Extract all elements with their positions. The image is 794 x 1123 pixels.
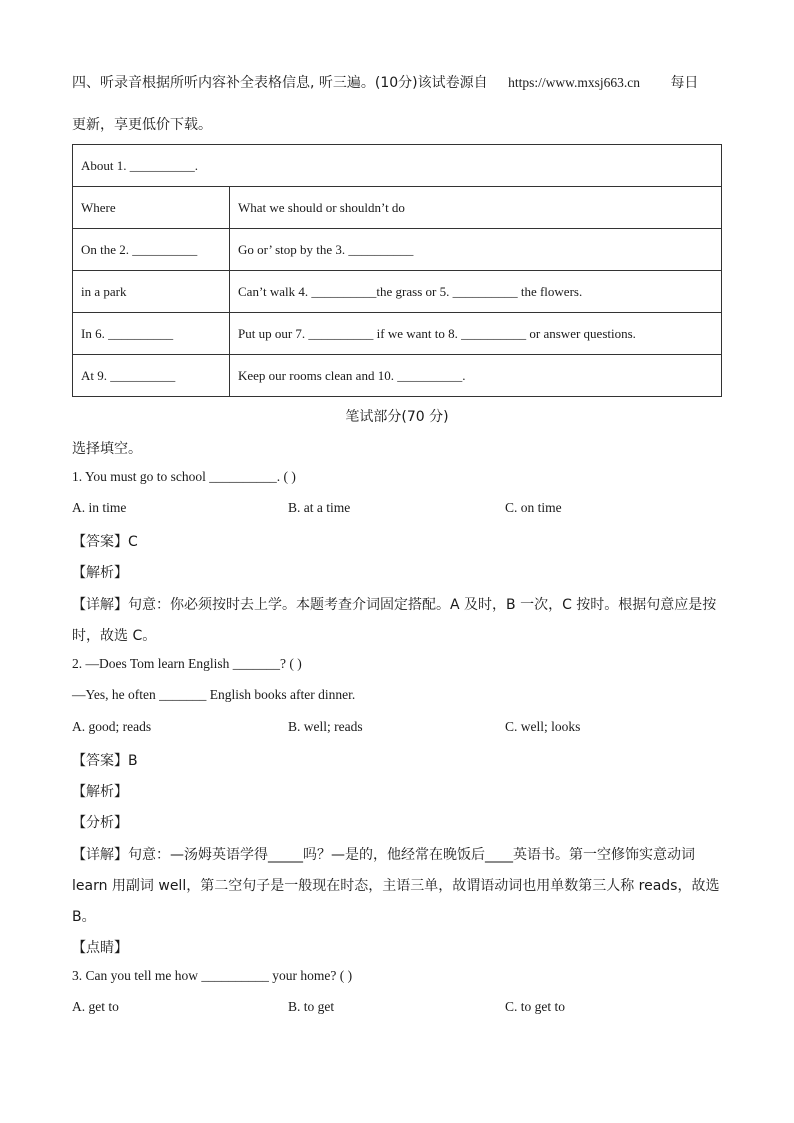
table-cell: Go or’ stop by the 3. __________ <box>230 229 722 271</box>
q1-option-a: A. in time <box>72 500 127 515</box>
table-title-cell: About 1. __________. <box>73 145 722 187</box>
question-2-stem: 2. —Does Tom learn English _______? ( ) <box>72 656 302 671</box>
question-2-stem-2: —Yes, he often _______ English books after dinner. <box>72 687 356 702</box>
column-header-where: Where <box>73 187 230 229</box>
table-cell: At 9. __________ <box>73 355 230 397</box>
instruction-text-tail: 每日 <box>670 75 699 91</box>
q2-option-b: B. well; reads <box>288 719 363 734</box>
listening-table <box>72 144 722 397</box>
question-3-stem: 3. Can you tell me how __________ your home? ( ) <box>72 968 353 983</box>
q2-jiexi: 【解析】 <box>72 784 128 800</box>
q2-detail-line-1: 【详解】句意：—汤姆英语学得_____吗？—是的，他经常在晚饭后____英语书。第一空修饰实意动词 <box>72 847 695 863</box>
q1-option-b: B. at a time <box>288 500 351 515</box>
table-cell: in a park <box>73 271 230 313</box>
section-title: 笔试部分(70 分) <box>345 409 449 425</box>
table-row <box>73 271 722 313</box>
table-row <box>73 229 722 271</box>
instruction-line-2: 更新，享更低价下载。 <box>72 117 212 133</box>
question-1-stem: 1. You must go to school __________. ( ) <box>72 469 296 484</box>
q1-option-c: C. on time <box>505 500 562 515</box>
table-cell: Can’t walk 4. __________the grass or 5. __________ the flowers. <box>230 271 722 313</box>
source-url: https://www.mxsj663.cn <box>508 75 640 90</box>
table-cell: On the 2. __________ <box>73 229 230 271</box>
q1-answer: 【答案】C <box>72 534 138 550</box>
q3-option-a: A. get to <box>72 999 119 1014</box>
q1-jiexi: 【解析】 <box>72 565 128 581</box>
table-row <box>73 145 722 187</box>
instruction-text: 四、听录音根据所听内容补全表格信息, 听三遍。(10分)该试卷源自 <box>72 75 488 91</box>
q2-option-c: C. well; looks <box>505 719 581 734</box>
table-cell: Put up our 7. __________ if we want to 8. __________ or answer questions. <box>230 313 722 355</box>
q2-detail-line-2: learn 用副词 well，第二空句子是一般现在时态，主语三单，故谓语动词也用单数第三人称 reads，故选 <box>72 878 720 894</box>
table-row <box>73 187 722 229</box>
table-cell: In 6. __________ <box>73 313 230 355</box>
q1-detail-line-2: 时，故选 C。 <box>72 628 157 644</box>
q2-answer: 【答案】B <box>72 753 138 769</box>
table-row <box>73 355 722 397</box>
q2-dianjing: 【点睛】 <box>72 940 128 956</box>
q1-detail-line-1: 【详解】句意：你必须按时去上学。本题考查介词固定搭配。A 及时，B 一次，C 按时。根据句意应是按 <box>72 597 717 613</box>
q2-detail-line-3: B。 <box>72 909 96 925</box>
column-header-what: What we should or shouldn’t do <box>230 187 722 229</box>
q2-option-a: A. good; reads <box>72 719 152 734</box>
table-row <box>73 313 722 355</box>
q3-option-c: C. to get to <box>505 999 565 1014</box>
table-cell: Keep our rooms clean and 10. __________. <box>230 355 722 397</box>
section-instruction: 选择填空。 <box>72 441 142 457</box>
q3-option-b: B. to get <box>288 999 335 1014</box>
q2-fenxi: 【分析】 <box>72 815 128 831</box>
listening-instruction <box>72 72 698 92</box>
